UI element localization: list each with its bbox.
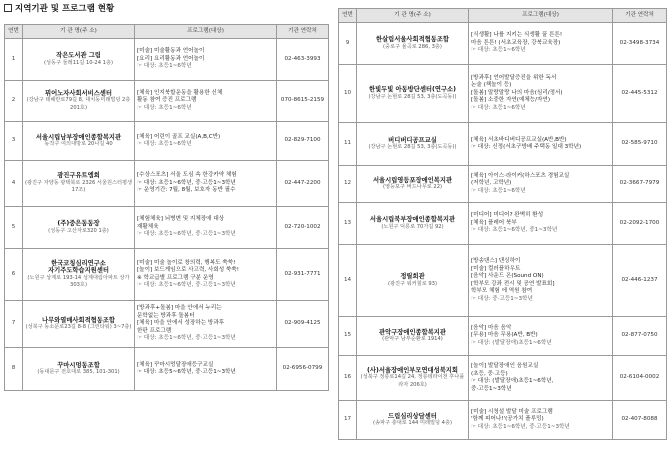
program-line: ☞ 운영기간: 7월, 8월, 보호자 동반 필수: [137, 187, 236, 194]
program-line: [놀이] 보드게임으로 사고력, 사회성 쑥쑥!: [137, 267, 239, 273]
program-line: [음악] 사운드 온(Sound ON): [471, 273, 544, 279]
program-line: 활동 참여 증진 프로그램: [137, 97, 197, 104]
program-line: [무용] 마음 무용(A반, B반): [471, 332, 538, 339]
org-address: (영등포구 버드나무로 22): [382, 184, 443, 190]
program-line: [체육] 서초바디버디공프교실(A반,B반): [471, 136, 567, 143]
program-line: [미술] 컬러플하우트: [471, 265, 521, 272]
program-line: 학부모 체험 에 역원 참여: [471, 288, 533, 294]
org-cell: [23, 39, 135, 81]
table-row: [339, 317, 667, 356]
table-row: [339, 166, 667, 203]
row-number: 14: [339, 245, 357, 317]
left-program-table: [4, 24, 329, 391]
program-cell: [135, 301, 277, 348]
org-cell: [357, 317, 469, 356]
header-num: 연번: [5, 25, 23, 39]
program-line: [체육] 플레어 북부: [471, 219, 517, 226]
org-address: (노원구 상계로 193-14 성계대림아파트 상가 303호): [27, 274, 130, 288]
row-number: 1: [5, 39, 23, 81]
program-cell: [469, 166, 613, 203]
org-address: (강남구 논현로 28길 53, 3층(도곡동)): [368, 144, 457, 150]
org-name: 한빛두빛 아동방단센터(연구소): [368, 86, 457, 93]
header-program: 프로그램(대상): [469, 9, 613, 23]
header-program: 프로그램(대상): [135, 25, 277, 39]
row-number: 13: [339, 203, 357, 245]
program-line: '함께 피어나!'(공가치 플루밍): [471, 416, 544, 423]
contact-phone: 02-446-1237: [613, 245, 667, 317]
contact-phone: 02-6956-0799: [277, 348, 329, 391]
org-cell: [23, 249, 135, 301]
program-line: [미디어] 미디어? 완벽히 환성: [471, 212, 544, 219]
table-row: [339, 23, 667, 65]
program-target: ☞ 대상: 초등1~6학년, 중·고등1~3학년: [137, 335, 236, 342]
program-line: [미술] 미술 놀이로 창의력, 행복도 쑥쑥!: [137, 259, 236, 266]
table-row: [5, 207, 329, 249]
org-name: (사)서울장애인부모연대성북지회: [367, 366, 458, 374]
row-number: 12: [339, 166, 357, 203]
row-number: 17: [339, 401, 357, 440]
program-target: ☞ 대상: 초등1~6학년, 중·고등1~3학년: [471, 423, 570, 430]
org-cell: [357, 203, 469, 245]
program-cell: [469, 401, 613, 440]
row-number: 10: [339, 65, 357, 123]
org-address: (중로구 율곡로 286, 3층): [383, 43, 442, 50]
program-line: [체육] 어린이 골프 교실(A,B,C반): [137, 133, 221, 140]
org-cell: [357, 356, 469, 401]
org-name: (주)중은동동장: [57, 220, 100, 227]
org-name: 관악구장애인종합복지관: [379, 328, 446, 336]
table-row: [5, 249, 329, 301]
org-address: (동대문구 전호대로 385, 101-301): [37, 369, 120, 375]
checkbox-square-icon: [4, 4, 12, 12]
contact-phone: 02-2092-1700: [613, 203, 667, 245]
program-line: [체육] 인지북합운동을 활용한 신체: [137, 89, 223, 96]
org-name: 서울시립영등포장애인복지관: [372, 176, 453, 184]
org-name: 버디버디공프교실: [388, 136, 437, 144]
row-number: 5: [5, 207, 23, 249]
program-target: ☞ 대상: (발달장애)초등1~6학년: [471, 339, 552, 346]
program-target: ☞ 대상: 초등1~6학년: [137, 141, 192, 147]
org-name: 드림심리상담센터: [388, 412, 437, 420]
program-line: [체육] 아이스·라이커(하스포츠 경험교실: [471, 172, 570, 179]
program-line: 마음 튼튼! (서초교육장, 강북교육장): [471, 39, 561, 46]
program-cell: [135, 249, 277, 301]
program-cell: [135, 81, 277, 122]
org-name: 나무와열매사회적협동조합: [42, 316, 115, 324]
contact-phone: 02-447-2200: [277, 161, 329, 207]
org-cell: [23, 122, 135, 161]
program-cell: [135, 122, 277, 161]
program-target: ☞ 대상: 초등1~6학년: [471, 187, 526, 194]
header-contact: 기관 연락처: [613, 9, 667, 23]
org-address: (성동구 둘레11길 10-24 1층): [43, 59, 114, 66]
program-target: ☞ 대상: 초등1~6학년: [137, 104, 192, 111]
program-target: ☞ 대상: 초등1~6학년: [471, 104, 526, 111]
table-row: [5, 39, 329, 81]
org-name: 정릴희관: [400, 273, 425, 280]
org-name: 작은도서관 그림: [56, 52, 101, 59]
org-name: 서울시립남부장애인종합복지관: [35, 133, 122, 141]
contact-phone: 02-445-5312: [613, 65, 667, 123]
program-cell: [469, 23, 613, 65]
org-cell: [357, 166, 469, 203]
table-row: [339, 401, 667, 440]
program-cell: [469, 356, 613, 401]
org-cell: [23, 161, 135, 207]
row-number: 8: [5, 348, 23, 391]
row-number: 15: [339, 317, 357, 356]
org-address: 동작구 여의대방로 20나길 40: [44, 141, 113, 147]
program-line: [음악] 마음 음악: [471, 324, 512, 331]
program-line: [요리] 요리활동과 언어놀이: [137, 55, 205, 62]
org-name: 꾸마시멍동조합: [57, 361, 100, 369]
program-target: ☞ 대상: 초등1~6학년, 중1~3학년: [471, 227, 558, 234]
contact-phone: 02-931-7771: [277, 249, 329, 301]
org-address: (성북구 동소문로23길 8-8 (그린타워) 3~7층): [25, 324, 132, 330]
table-row: [5, 122, 329, 161]
program-line: ☞ 대상: (발달장애)초등1~6학년,: [471, 378, 554, 384]
program-line: [방송댄스] 댄싱하이: [471, 258, 521, 264]
program-line: [학부모 강좌 전시 및 공연 발표회]: [471, 280, 555, 287]
org-name: 한국코칭심리연구소: [51, 259, 106, 267]
program-line: [돌봄] 소중한 자연(예체능/자연): [471, 97, 551, 104]
page-title-text: 지역기관 및 프로그램 현황: [15, 4, 115, 14]
org-name-line2: 자기주도학습지원센터: [48, 267, 109, 274]
header-org: 기 관 명(주 소): [23, 25, 135, 39]
org-name: 광진구유트엠희: [57, 172, 100, 180]
org-cell: [23, 301, 135, 348]
org-address: (관악구 남부순환로 1914): [382, 336, 443, 342]
program-line: [미술] 시청설 발달 미술 프로그램: [471, 408, 553, 415]
org-address: (성북구 정릉로14길 24, 정릉테라이전 후나플라자 206호): [360, 374, 465, 388]
org-address: (광진구 자양동 광택북로 2326 서울원스터평생 17조): [25, 179, 133, 194]
program-target: ☞ 대상: 초등1~6학년, 중·고등1~3학년: [137, 231, 236, 238]
org-address: (강남구 논현로 28길 53, 3층(도곡동)): [368, 93, 457, 100]
table-row: [339, 356, 667, 401]
program-line: (초등, 중·고등): [471, 370, 508, 377]
table-row: [339, 123, 667, 166]
org-name: 한살림서울사회적협동조합: [376, 36, 449, 43]
table-row: [5, 81, 329, 122]
contact-phone: 02-3498-3734: [613, 23, 667, 65]
program-line: 논술 (책놀이 등): [471, 82, 512, 89]
org-address: (광진구 워커힐로 93): [387, 280, 438, 287]
org-cell: [23, 348, 135, 391]
contact-phone: 02-585-9710: [613, 123, 667, 166]
program-cell: [135, 39, 277, 81]
program-line: 재활체육: [137, 223, 159, 230]
contact-phone: 02-829-7100: [277, 122, 329, 161]
org-address: (강남구 테헤란로79길 8, 대치동미래빌딩 2층 201호): [26, 97, 131, 111]
program-line: 중·고등1~3학년: [471, 385, 512, 392]
org-address: (성동구 고산자로320 1층): [48, 227, 109, 234]
contact-phone: 02-6104-0002: [613, 356, 667, 401]
contact-phone: 02-3667-7979: [613, 166, 667, 203]
row-number: 11: [339, 123, 357, 166]
program-cell: [135, 207, 277, 249]
program-cell: [135, 161, 277, 207]
program-line: ☞ 대상: 초등5~6학년, 중·고등1~3학년: [137, 369, 236, 375]
org-cell: [357, 245, 469, 317]
org-cell: [23, 81, 135, 122]
table-row: [5, 301, 329, 348]
contact-phone: 02-720-1002: [277, 207, 329, 249]
program-target: ☞ 대상: 초등1~6학년: [471, 47, 526, 54]
program-cell: [469, 203, 613, 245]
row-number: 9: [339, 23, 357, 65]
contact-phone: 070-8615-2159: [277, 81, 329, 122]
page-title: [4, 1, 114, 15]
right-program-table: [338, 8, 667, 440]
contact-phone: 02-407-8088: [613, 401, 667, 440]
program-cell: [469, 245, 613, 317]
org-address: (송파구 충대로 144 미래빌딩 4층): [373, 420, 452, 426]
org-name: 뮈어노자사회서비스센터: [45, 89, 112, 97]
org-cell: [357, 123, 469, 166]
program-line: ※ 학교급별 프로그램 구분 운영: [137, 274, 214, 281]
program-line: [수상스포츠] 서울 도심 속 한강카약 체험: [137, 172, 237, 179]
contact-phone: 02-909-4125: [277, 301, 329, 348]
program-line: 한판 프로그램: [137, 327, 172, 334]
row-number: 3: [5, 122, 23, 161]
org-cell: [357, 23, 469, 65]
program-line: [미술] 미술활동과 언어놀이: [137, 48, 205, 55]
org-cell: [357, 65, 469, 123]
row-number: 2: [5, 81, 23, 122]
left-table-header: [5, 25, 329, 39]
table-row: [339, 245, 667, 317]
row-number: 6: [5, 249, 23, 301]
program-line: ☞ 대상: 초등1~6학년, 중·고등1~3학년: [137, 179, 236, 186]
header-num: 연번: [339, 9, 357, 23]
program-line: [방과후+돌봄] 마을 안에서 누리는: [137, 305, 222, 312]
right-table-header: [339, 9, 667, 23]
program-line: 문학없는 방과후 돌봄터: [137, 312, 195, 319]
contact-phone: 02-877-0750: [613, 317, 667, 356]
program-target: ☞ 대상: 초등1~6학년: [137, 63, 192, 70]
org-cell: [357, 401, 469, 440]
program-target: ☞ 대상: 중·고등1~3학년: [471, 295, 533, 302]
program-line: ☞ 대상: 신정(서초구방배 주택동 일대 3학년): [471, 144, 582, 150]
contact-phone: 02-463-3993: [277, 39, 329, 81]
program-cell: [135, 348, 277, 391]
program-cell: [469, 317, 613, 356]
program-cell: [469, 65, 613, 123]
table-row: [5, 161, 329, 207]
program-line: [돌봄] 말랑말랑 나의 마음(심리/정서): [471, 89, 563, 96]
program-line: [식생활] 나를 지키는 식생활 꿀 튼튼!: [471, 32, 563, 39]
program-line: [체육] 마을 안에서 성장하는 방과후: [137, 320, 225, 327]
org-cell: [23, 207, 135, 249]
org-address: (노원구 덕릉로 70가길 92): [381, 223, 444, 230]
table-row: [339, 203, 667, 245]
row-number: 4: [5, 161, 23, 207]
program-line: [체육] 꾸마시멍달장애등구교실: [137, 361, 214, 368]
program-cell: [469, 123, 613, 166]
program-line: [체험체육] 뇌병변 및 지체장애 대상: [137, 216, 225, 223]
row-number: 16: [339, 356, 357, 401]
table-row: [5, 348, 329, 391]
header-org: 기 관 명(주 소): [357, 9, 469, 23]
header-contact: 기관 연락처: [277, 25, 329, 39]
row-number: 7: [5, 301, 23, 348]
program-line: (저학년, 고학년): [471, 180, 512, 187]
org-name: 서울시립북부장애인종합복지관: [369, 216, 456, 223]
program-line: [방과후] 언어발달증진을 위한 독서: [471, 74, 557, 81]
program-target: ☞ 대상: 초등1~6학년, 중·고등1~3학년: [137, 282, 236, 288]
table-row: [339, 65, 667, 123]
program-line: [놀이] 발달장애인 음원교실: [471, 363, 539, 369]
